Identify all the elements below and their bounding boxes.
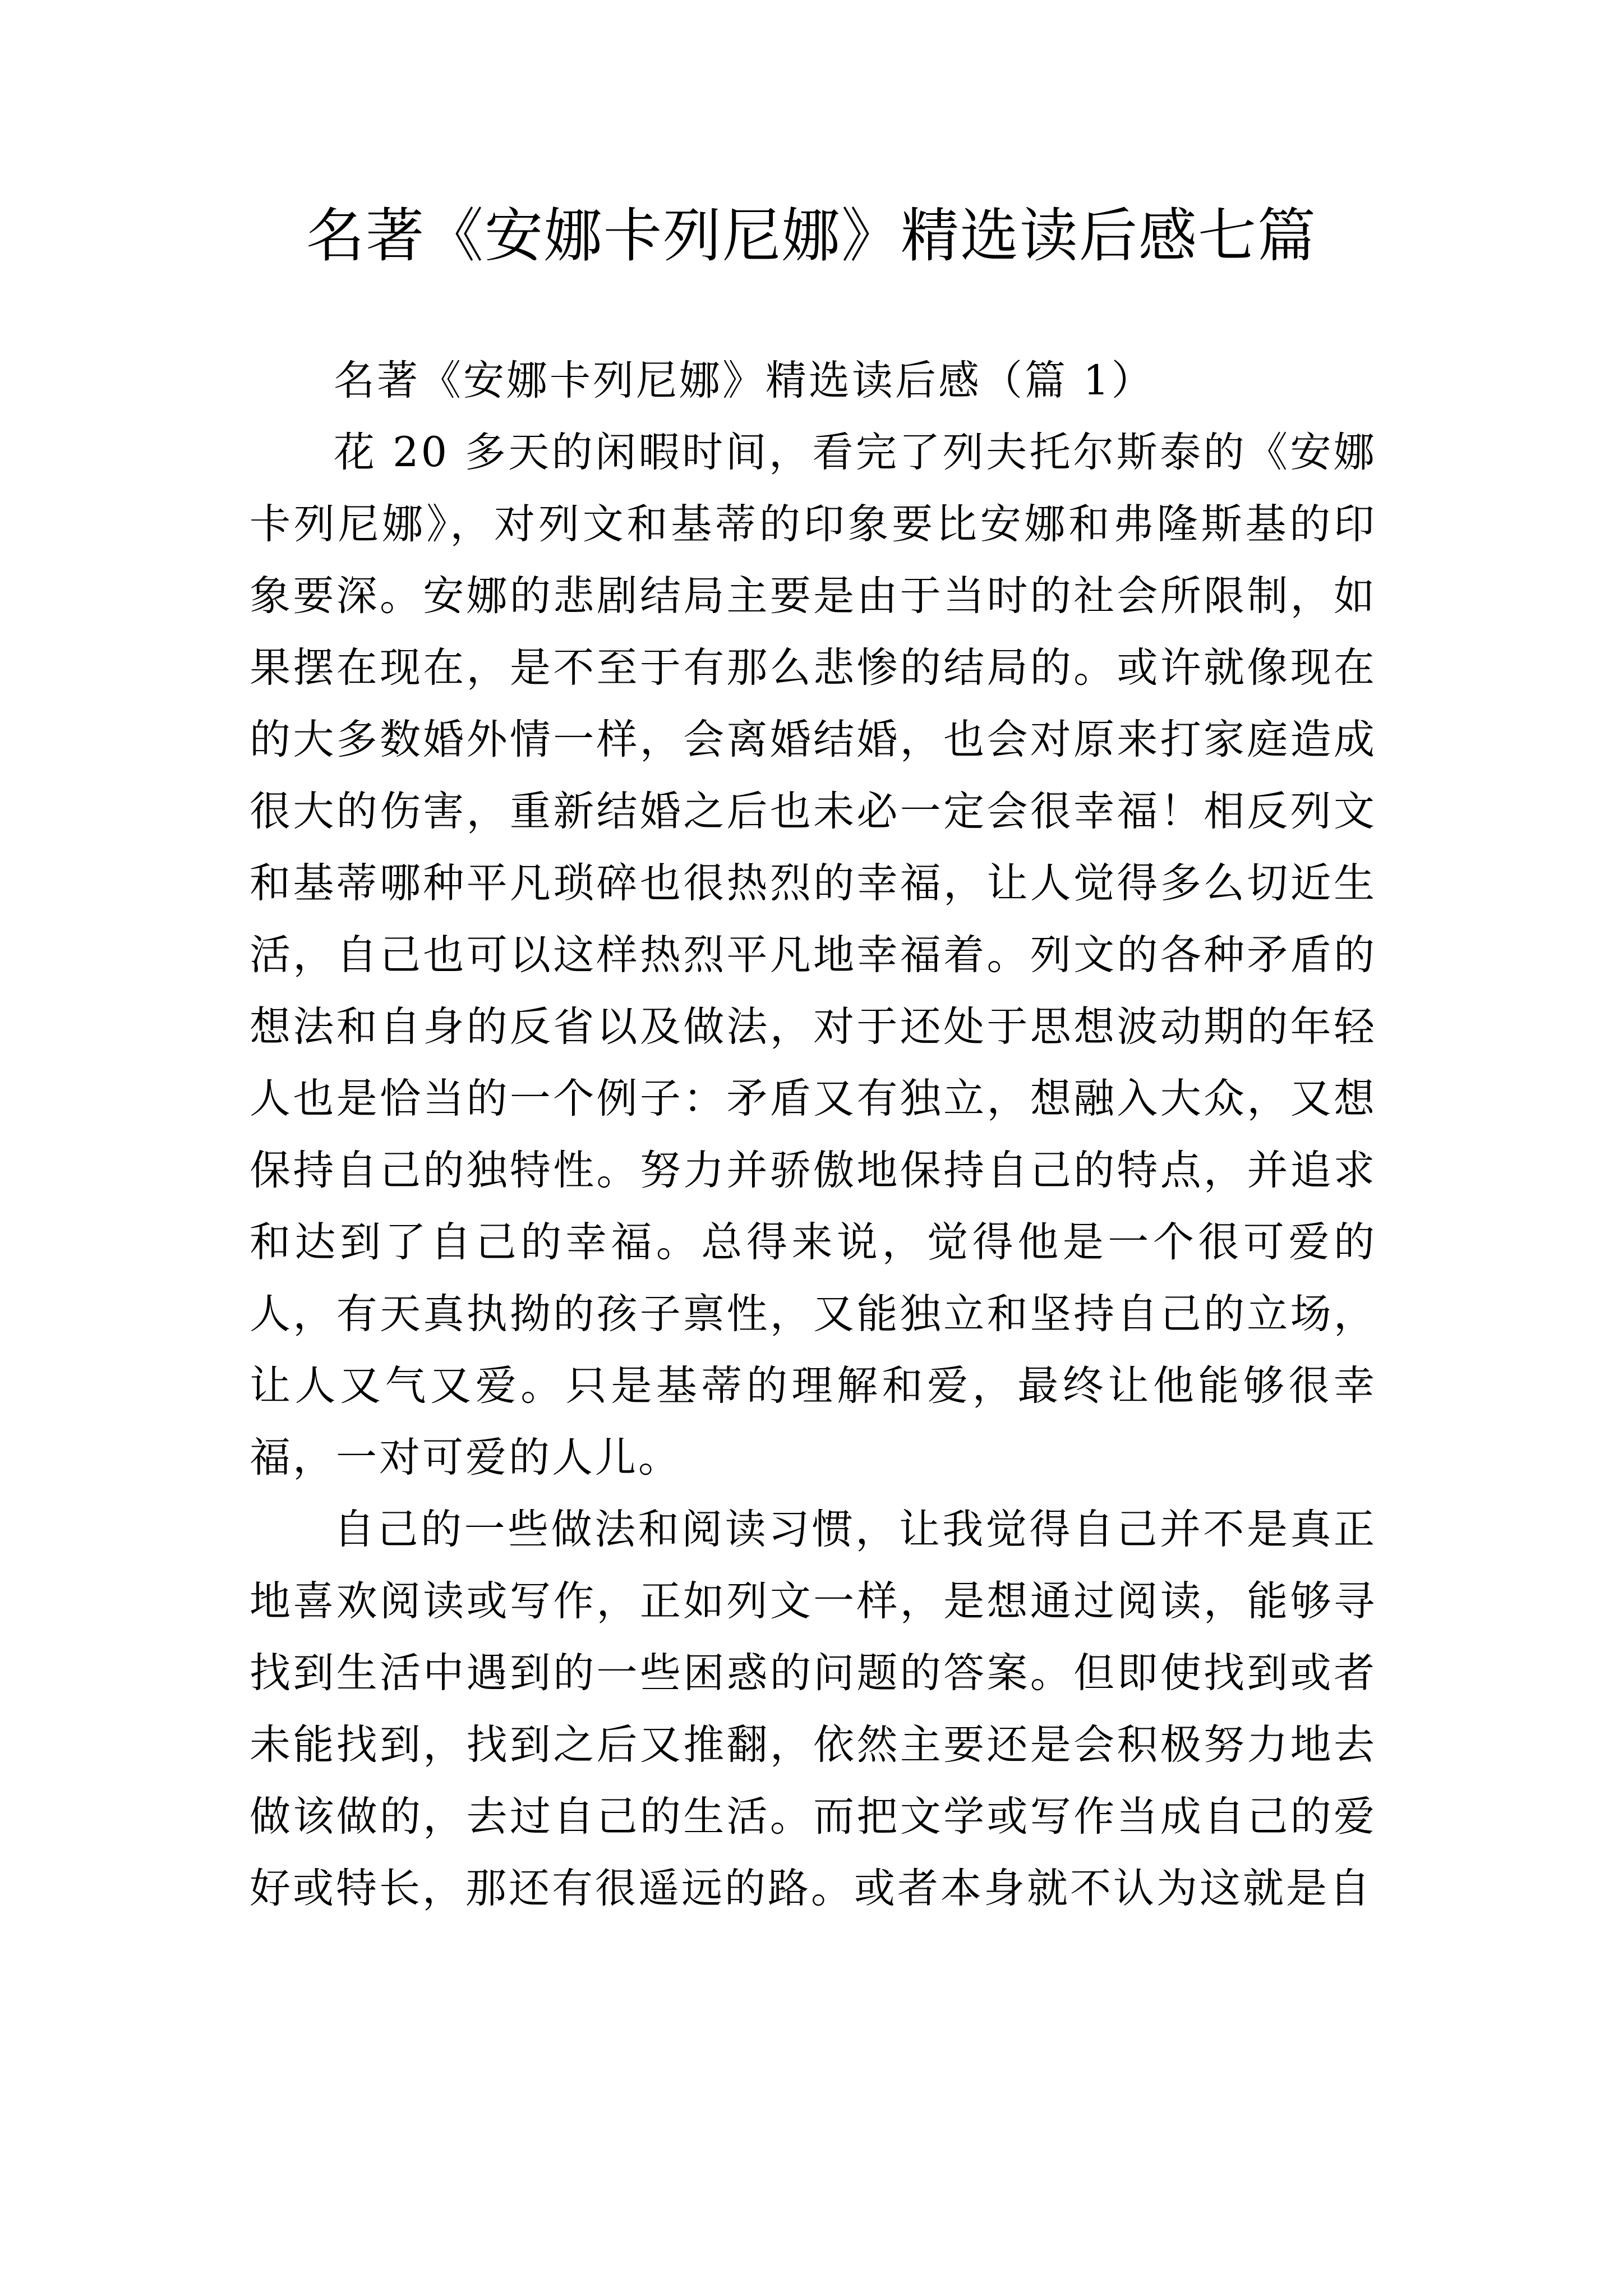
document-body bbox=[250, 345, 1377, 1925]
paragraph-2: 自己的一些做法和阅读习惯，让我觉得自己并不是真正地喜欢阅读或写作，正如列文一样，是想通过阅读，能够寻找到生活中遇到的一些困惑的问题的答案。但即使找到或者未能找到，找到之后又推翻，依然主要还是会积极努力地去做该做的，去过自己的生活。而把文学或写作当成自己的爱好或特长，那还有很遥远的路。或者本身就不认为这就是自 bbox=[250, 1506, 1377, 1912]
section-heading: 名著《安娜卡列尼娜》精选读后感（篇 1） bbox=[334, 357, 1155, 404]
document-title: 名著《安娜卡列尼娜》精选读后感七篇 bbox=[306, 201, 1317, 270]
paragraph-1: 花 20 多天的闲暇时间，看完了列夫托尔斯泰的《安娜卡列尼娜》，对列文和基蒂的印象要比安娜和弗隆斯基的印象要深。安娜的悲剧结局主要是由于当时的社会所限制，如果摆在现在，是不至于有那么悲惨的结局的。或许就像现在的大多数婚外情一样，会离婚结婚，也会对原来打家庭造成很大的伤害，重新结婚之后也未必一定会很幸福！相反列文和基蒂哪种平凡琐碎也很热烈的幸福，让人觉得多么切近生活，自己也可以这样热烈平凡地幸福着。列文的各种矛盾的想法和自身的反省以及做法，对于还处于思想波动期的年轻人也是恰当的一个例子：矛盾又有独立，想融入大众，又想保持自己的独特性。努力并骄傲地保持自己的特点，并追求和达到了自己的幸福。总得来说，觉得他是一个很可爱的人，有天真执拗的孩子禀性，又能独立和坚持自己的立场，让人又气又爱。只是基蒂的理解和爱，最终让他能够很幸福，一对可爱的人儿。 bbox=[250, 429, 1377, 1481]
